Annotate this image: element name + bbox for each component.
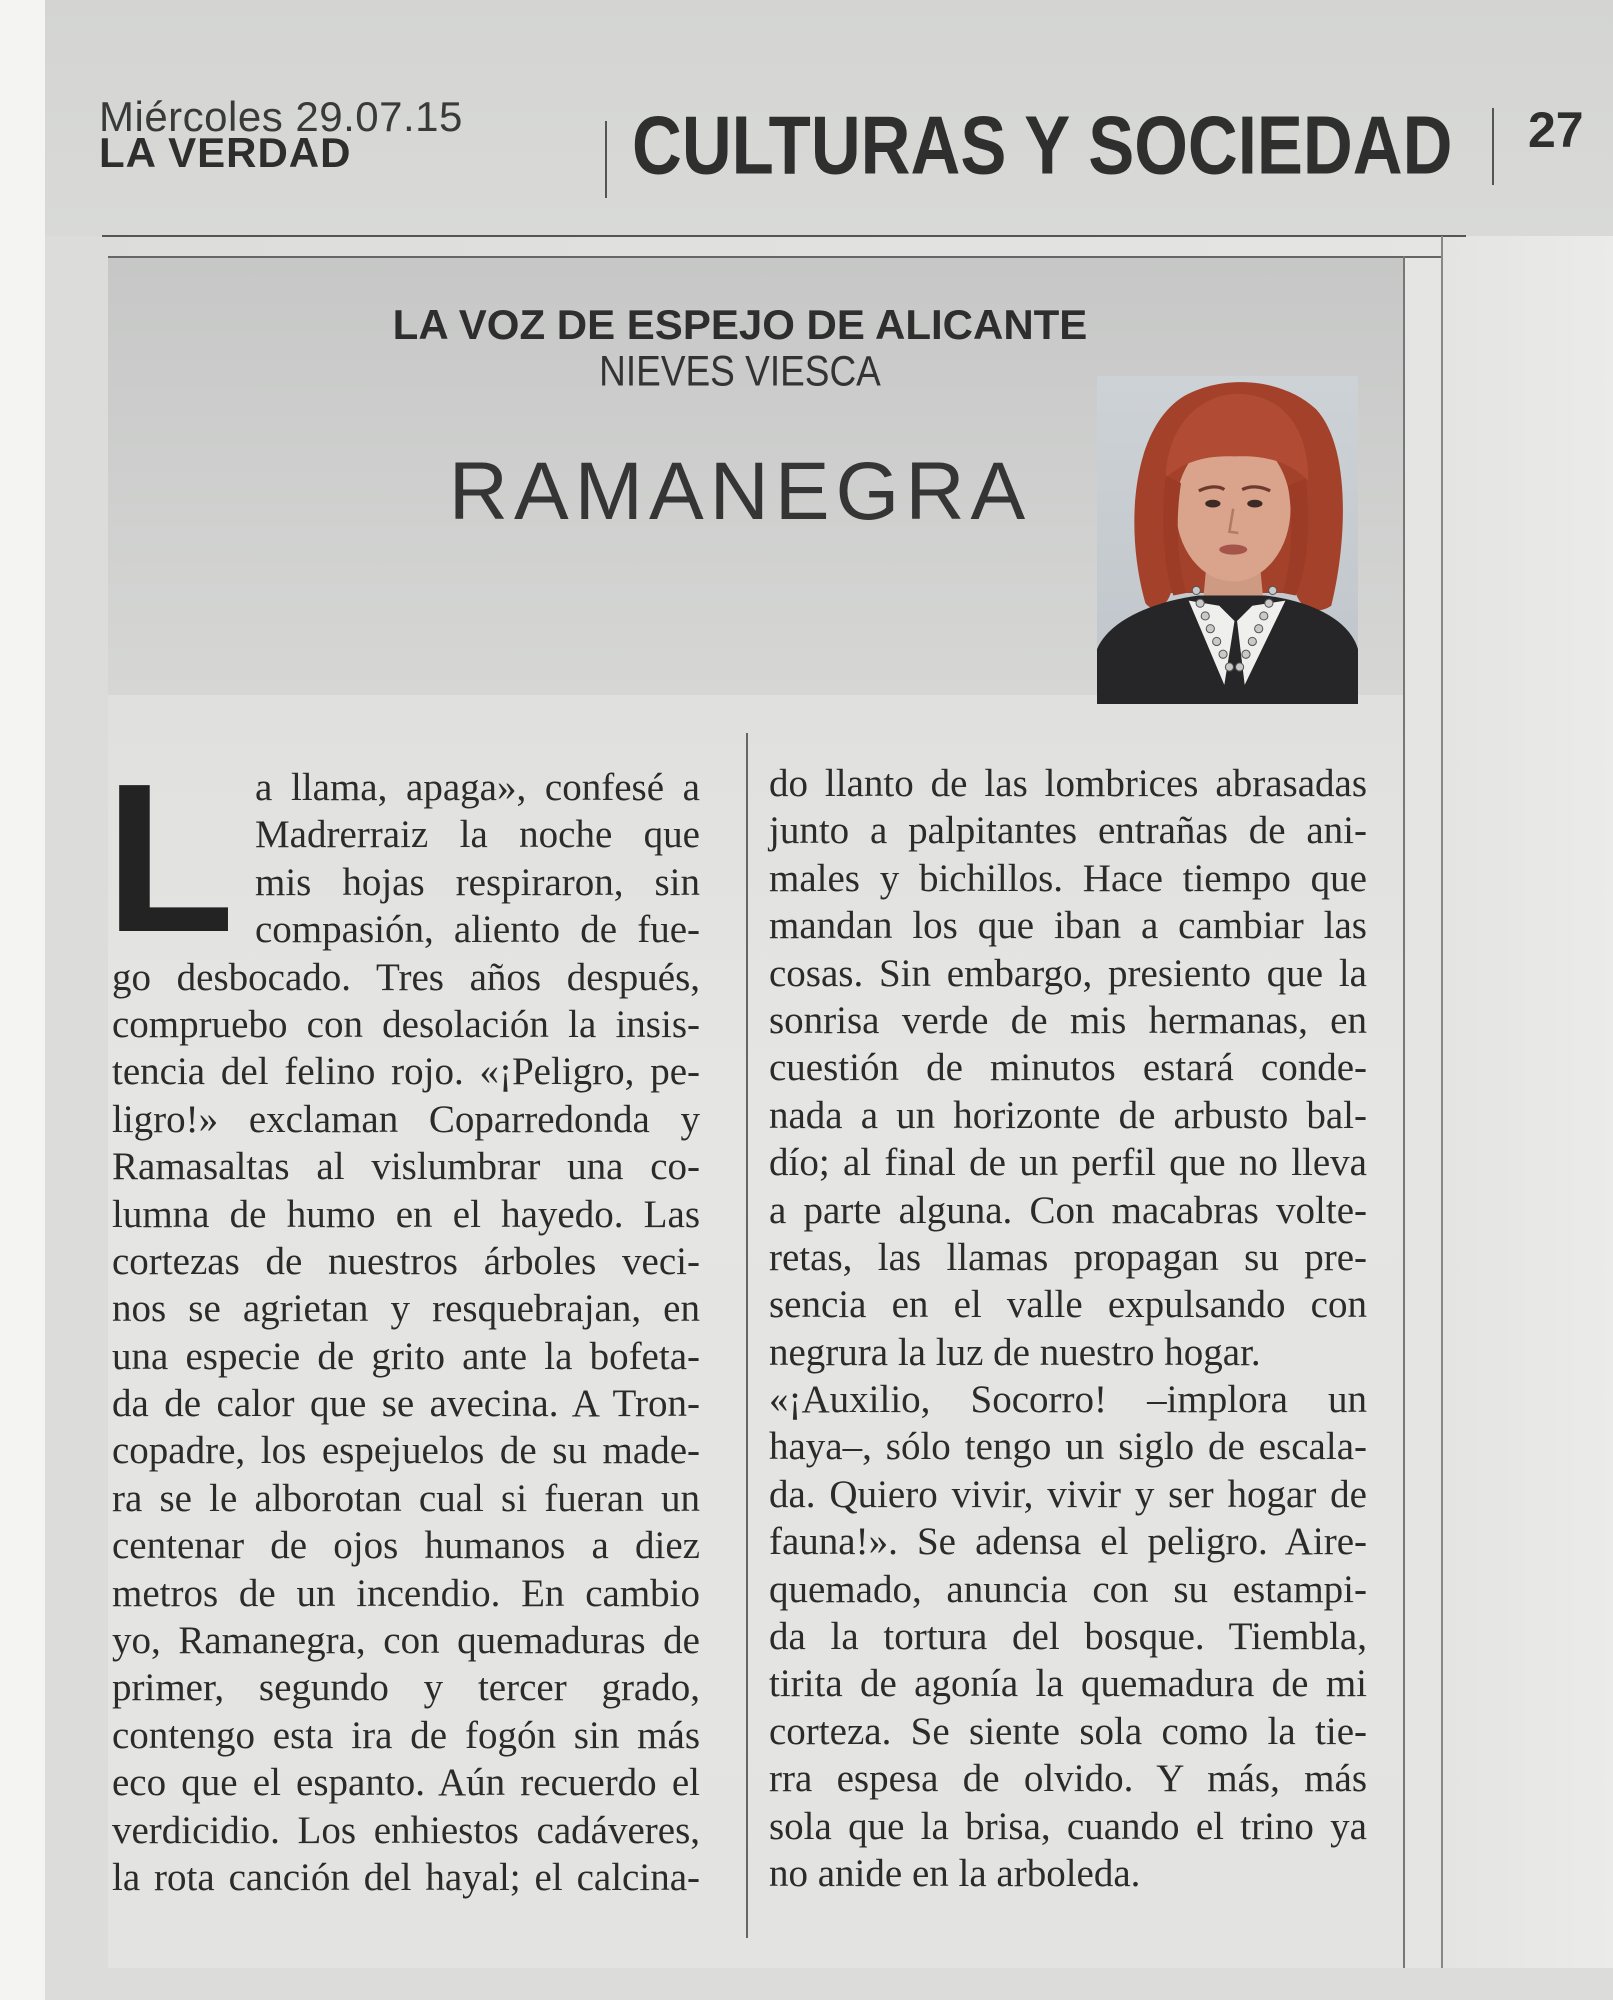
text-line: rra espesa de olvido. Y más, más	[769, 1757, 1367, 1801]
text-line: no anide en la arboleda.	[769, 1851, 1141, 1895]
column-divider	[746, 733, 748, 1938]
text-line: eco que el espanto. Aún recuerdo el	[112, 1761, 700, 1805]
article-title: RAMANEGRA	[448, 446, 1032, 537]
text-line: una especie de grito ante la bofeta-	[112, 1334, 700, 1378]
bottom-margin	[45, 1968, 1613, 2000]
top-rule	[102, 235, 1466, 237]
text-line: quemado, anuncia con su estampi-	[769, 1567, 1367, 1611]
text-line: da. Quiero vivir, vivir y ser hogar de	[769, 1472, 1367, 1516]
article-left-column	[112, 764, 700, 1901]
text-line: retas, las llamas propagan su pre-	[769, 1235, 1367, 1279]
text-line: Ramasaltas al vislumbrar una co-	[112, 1145, 700, 1189]
text-line: sencia en el valle expulsando con	[769, 1283, 1367, 1327]
text-line: centenar de ojos humanos a diez	[112, 1524, 700, 1568]
text-line: tencia del felino rojo. «¡Peligro, pe-	[112, 1050, 700, 1094]
text-line: corteza. Se siente sola como la tie-	[769, 1709, 1367, 1753]
text-line: sola que la brisa, cuando el trino ya	[769, 1804, 1367, 1848]
issue-date: Miércoles 29.07.15	[99, 93, 463, 140]
newspaper-name: LA VERDAD	[99, 129, 352, 176]
author-name: NIEVES VIESCA	[599, 347, 881, 395]
author-portrait-icon	[1097, 376, 1358, 704]
text-line: verdicidio. Los enhiestos cadáveres,	[112, 1808, 700, 1852]
text-line: mis hojas respiraron, sin	[255, 860, 700, 904]
drop-cap: L	[105, 739, 235, 976]
text-line: go desbocado. Tres años después,	[112, 955, 700, 999]
article-frame-right-outer	[1441, 236, 1443, 1968]
column-name: LA VOZ DE ESPEJO DE ALICANTE	[392, 301, 1088, 348]
text-line: cuestión de minutos estará conde-	[769, 1046, 1367, 1090]
text-line: compasión, aliento de fue-	[255, 908, 700, 952]
text-line: a llama, apaga», confesé a	[255, 766, 700, 809]
text-line: do llanto de las lombrices abrasadas	[769, 762, 1367, 805]
article-frame-right-inner	[1403, 256, 1405, 1968]
text-line: Madrerraiz la noche que	[255, 813, 700, 857]
header-divider-right	[1492, 108, 1494, 185]
text-line: contengo esta ira de fogón sin más	[112, 1713, 700, 1757]
article-frame-top	[108, 256, 1441, 258]
text-line: ra se le alborotan cual si fueran un	[112, 1476, 700, 1520]
text-line: junto a palpitantes entrañas de ani-	[769, 809, 1367, 853]
text-line: primer, segundo y tercer grado,	[112, 1666, 700, 1710]
text-line: nada a un horizonte de arbusto bal-	[769, 1093, 1367, 1137]
right-margin	[1443, 236, 1613, 2000]
text-line: compruebo con desolación la insis-	[112, 1002, 700, 1046]
text-line: lumna de humo en el hayedo. Las	[112, 1192, 700, 1236]
text-line: nos se agrietan y resquebrajan, en	[112, 1287, 700, 1331]
author-photo	[1097, 376, 1358, 704]
text-line: da de calor que se avecina. A Tron-	[112, 1382, 700, 1426]
text-line: «¡Auxilio, Socorro! –implora un	[769, 1378, 1367, 1422]
text-line: metros de un incendio. En cambio	[112, 1571, 700, 1615]
text-line: ligro!» exclaman Coparredonda y	[112, 1097, 700, 1141]
header-divider-left	[605, 121, 607, 198]
text-line: haya–, sólo tengo un siglo de escala-	[769, 1425, 1367, 1469]
section-title: CULTURAS Y SOCIEDAD	[632, 99, 1453, 192]
text-line: mandan los que iban a cambiar las	[769, 904, 1367, 948]
text-line: tirita de agonía la quemadura de mi	[769, 1662, 1367, 1706]
page-number: 27	[1528, 102, 1584, 158]
text-line: fauna!». Se adensa el peligro. Aire-	[769, 1520, 1367, 1564]
text-line: a parte alguna. Con macabras volte-	[769, 1188, 1367, 1232]
text-line: copadre, los espejuelos de su made-	[112, 1429, 700, 1473]
text-line: la rota canción del hayal; el calcina-	[112, 1855, 700, 1899]
text-line: da la tortura del bosque. Tiembla,	[769, 1615, 1367, 1659]
text-line: negrura la luz de nuestro hogar.	[769, 1330, 1261, 1374]
article-right-column	[769, 760, 1367, 1897]
text-line: cortezas de nuestros árboles veci-	[112, 1239, 700, 1283]
text-line: sonrisa verde de mis hermanas, en	[769, 998, 1367, 1042]
text-line: cosas. Sin embargo, presiento que la	[769, 951, 1367, 995]
text-line: dío; al final de un perfil que no lleva	[769, 1141, 1367, 1185]
text-line: yo, Ramanegra, con quemaduras de	[112, 1619, 700, 1663]
text-line: males y bichillos. Hace tiempo que	[769, 856, 1367, 900]
